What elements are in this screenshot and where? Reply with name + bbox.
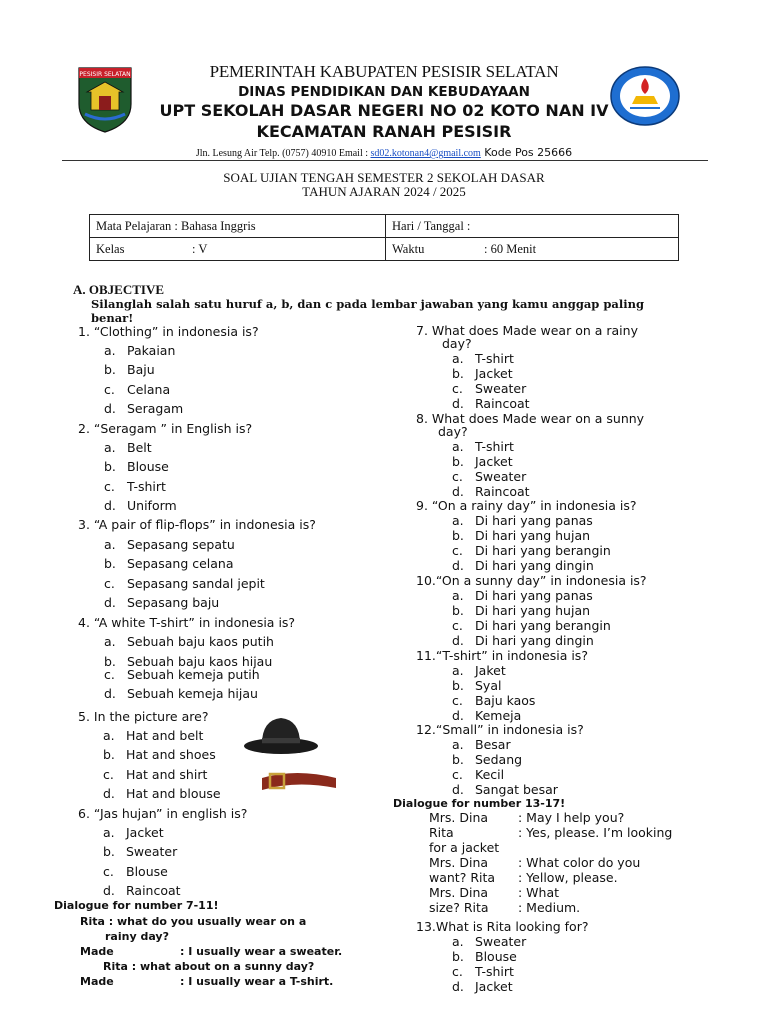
answer-option[interactable]	[104, 576, 265, 591]
option-text: Syal	[475, 678, 502, 693]
question-text: 1. “Clothing” in indonesia is?	[78, 324, 259, 339]
option-text: Sangat besar	[475, 782, 558, 797]
option-text: Sweater	[475, 469, 527, 484]
option-text: Kemeja	[475, 708, 522, 723]
question-text-cont: day?	[438, 424, 468, 439]
option-letter: c.	[452, 964, 463, 979]
option-letter: d.	[452, 484, 464, 499]
option-letter: c.	[452, 618, 463, 633]
option-text: Di hari yang berangin	[475, 543, 611, 558]
option-text: Di hari yang dingin	[475, 633, 594, 648]
option-letter: b.	[452, 949, 464, 964]
answer-option[interactable]	[452, 396, 530, 411]
option-letter: c.	[452, 469, 463, 484]
option-text: Di hari yang panas	[475, 588, 593, 603]
option-letter: c.	[104, 667, 115, 682]
option-text: Blouse	[127, 459, 169, 474]
option-text: Kecil	[475, 767, 505, 782]
option-text: Sweater	[475, 934, 527, 949]
option-text: Sweater	[126, 844, 178, 859]
answer-option[interactable]	[104, 343, 175, 358]
hat-and-belt-picture	[236, 708, 344, 804]
answer-option[interactable]	[452, 693, 535, 708]
option-text: Di hari yang hujan	[475, 528, 591, 543]
option-text: Di hari yang dingin	[475, 558, 594, 573]
answer-option[interactable]	[104, 537, 235, 552]
option-text: Sebuah kemeja putih	[127, 667, 260, 682]
answer-option[interactable]	[452, 484, 530, 499]
dialogue2-text: : Yellow, please.	[518, 870, 618, 885]
option-letter: d.	[452, 558, 464, 573]
option-letter: b.	[452, 366, 464, 381]
question-text: 13.What is Rita looking for?	[416, 919, 589, 934]
option-letter: c.	[452, 381, 463, 396]
email-link[interactable]: sd02.kotonan4@gmail.com	[370, 148, 481, 159]
option-letter: a.	[452, 663, 464, 678]
option-text: T-shirt	[475, 439, 514, 454]
school-title: UPT SEKOLAH DASAR NEGERI NO 02 KOTO NAN IV	[159, 101, 609, 120]
answer-option[interactable]	[104, 667, 260, 682]
question-text: 8. What does Made wear on a sunny	[416, 411, 645, 426]
answer-option[interactable]	[104, 479, 166, 494]
option-letter: b.	[104, 362, 116, 377]
section-heading: A. OBJECTIVE	[73, 282, 165, 297]
option-letter: d.	[104, 686, 116, 701]
answer-option[interactable]	[104, 382, 170, 397]
dialogue2-text: : What color do you	[518, 855, 641, 870]
section-instruction: Silanglah salah satu huruf a, b, dan c pada lembar jawaban yang kamu anggap paling benar!	[91, 297, 644, 325]
question-text: 6. “Jas hujan” in english is?	[78, 806, 248, 821]
option-letter: b.	[104, 459, 116, 474]
dialogue2-speaker: want? Rita	[429, 870, 496, 885]
dialogue2-speaker: size? Rita	[429, 900, 489, 915]
answer-option[interactable]	[452, 366, 513, 381]
question-text: 10.“On a sunny day” in indonesia is?	[416, 573, 647, 588]
option-text: T-shirt	[475, 351, 514, 366]
dialogue2-text: : What	[518, 885, 560, 900]
government-title: PEMERINTAH KABUPATEN PESISIR SELATAN	[209, 62, 559, 81]
option-letter: b.	[452, 528, 464, 543]
option-letter: b.	[452, 603, 464, 618]
option-letter: c.	[103, 864, 114, 879]
answer-option[interactable]	[452, 618, 611, 633]
class-label: Kelas	[96, 241, 125, 256]
answer-option[interactable]	[103, 825, 164, 840]
option-text: Sedang	[475, 752, 523, 767]
option-letter: d.	[452, 633, 464, 648]
option-text: T-shirt	[127, 479, 166, 494]
answer-option[interactable]	[452, 528, 590, 543]
answer-option[interactable]	[452, 439, 514, 454]
answer-option[interactable]	[452, 469, 526, 484]
question-text: 5. In the picture are?	[78, 709, 209, 724]
dialogue1-speaker-made-2: Made	[80, 975, 114, 988]
option-letter: b.	[452, 678, 464, 693]
date-cell: Hari / Tanggal :	[386, 215, 679, 238]
option-letter: d.	[452, 979, 464, 994]
dialogue1-line4: : I usually wear a T-shirt.	[180, 975, 334, 988]
question-text: 11.“T-shirt” in indonesia is?	[416, 648, 588, 663]
answer-option[interactable]	[452, 979, 513, 994]
option-letter: b.	[104, 654, 116, 669]
question-text: 12.“Small” in indonesia is?	[416, 722, 584, 737]
dialogue1-line1b: rainy day?	[105, 930, 169, 943]
option-text: Blouse	[126, 864, 168, 879]
question-text: 2. “Seragam ” in English is?	[78, 421, 253, 436]
answer-option[interactable]	[452, 678, 501, 693]
option-text: Jacket	[126, 825, 164, 840]
option-text: Jacket	[475, 454, 513, 469]
option-letter: c.	[104, 576, 115, 591]
answer-option[interactable]	[103, 864, 168, 879]
option-text: Sweater	[475, 381, 527, 396]
dialogue1-line2: : I usually wear a sweater.	[180, 945, 343, 958]
answer-option[interactable]	[452, 782, 558, 797]
option-letter: d.	[103, 883, 115, 898]
option-letter: a.	[104, 440, 116, 455]
option-text: Baju kaos	[475, 693, 536, 708]
answer-option[interactable]	[452, 588, 593, 603]
option-text: Di hari yang panas	[475, 513, 593, 528]
dialogue2-text: : May I help you?	[518, 810, 625, 825]
question-text: 4. “A white T-shirt” in indonesia is?	[78, 615, 296, 630]
header-divider	[62, 160, 708, 161]
option-letter: a.	[452, 351, 464, 366]
answer-option[interactable]	[452, 934, 526, 949]
option-text: Besar	[475, 737, 511, 752]
emblem-text: PESISIR SELATAN	[79, 71, 131, 78]
answer-option[interactable]	[452, 752, 522, 767]
option-text: Sebuah baju kaos hijau	[127, 654, 273, 669]
option-letter: d.	[104, 595, 116, 610]
dialogue1-heading: Dialogue for number 7-11!	[54, 899, 219, 912]
option-letter: a.	[452, 934, 464, 949]
answer-option[interactable]	[104, 440, 152, 455]
option-letter: a.	[103, 728, 115, 743]
question-text: 9. “On a rainy day” in indonesia is?	[416, 498, 637, 513]
department-title: DINAS PENDIDIKAN DAN KEBUDAYAAN	[238, 84, 530, 100]
option-letter: c.	[103, 767, 114, 782]
class-cell	[90, 238, 386, 261]
time-label: Waktu	[392, 241, 425, 256]
option-text: Raincoat	[126, 883, 181, 898]
option-letter: c.	[452, 767, 463, 782]
option-letter: a.	[452, 513, 464, 528]
option-text: Sebuah kemeja hijau	[127, 686, 258, 701]
district-title: KECAMATAN RANAH PESISIR	[256, 122, 512, 141]
option-text: Hat and belt	[126, 728, 204, 743]
answer-option[interactable]	[103, 844, 177, 859]
answer-option[interactable]	[104, 595, 219, 610]
option-letter: d.	[452, 708, 464, 723]
option-text: Di hari yang berangin	[475, 618, 611, 633]
dialogue2-speaker: Mrs. Dina	[429, 855, 489, 870]
option-letter: a.	[104, 537, 116, 552]
option-text: T-shirt	[475, 964, 514, 979]
dialogue1-line1: Rita : what do you usually wear on a	[80, 915, 307, 928]
option-letter: c.	[104, 479, 115, 494]
option-letter: c.	[452, 543, 463, 558]
dialogue2-heading: Dialogue for number 13-17!	[393, 797, 566, 810]
option-letter: c.	[452, 693, 463, 708]
option-text: Sepasang baju	[127, 595, 220, 610]
option-letter: a.	[452, 588, 464, 603]
answer-option[interactable]	[452, 737, 511, 752]
dialogue2-speaker: Rita	[429, 825, 454, 840]
answer-option[interactable]	[104, 459, 169, 474]
subject-cell: Mata Pelajaran : Bahasa Inggris	[90, 215, 386, 238]
answer-option[interactable]	[104, 686, 258, 701]
answer-option[interactable]	[103, 728, 203, 743]
dialogue2-speaker: Mrs. Dina	[429, 810, 489, 825]
answer-option[interactable]	[452, 351, 514, 366]
answer-option[interactable]	[103, 786, 221, 801]
academic-year: TAHUN AJARAN 2024 / 2025	[302, 184, 466, 199]
answer-option[interactable]	[452, 767, 504, 782]
answer-option[interactable]	[452, 543, 611, 558]
option-text: Pakaian	[127, 343, 176, 358]
answer-option[interactable]	[103, 883, 181, 898]
option-letter: a.	[452, 737, 464, 752]
option-letter: d.	[103, 786, 115, 801]
question-text: 7. What does Made wear on a rainy	[416, 323, 638, 338]
option-text: Sepasang celana	[127, 556, 234, 571]
answer-option[interactable]	[452, 603, 590, 618]
option-letter: d.	[104, 401, 116, 416]
dialogue1-line3: Rita : what about on a sunny day?	[103, 960, 315, 973]
option-letter: b.	[103, 844, 115, 859]
answer-option[interactable]	[452, 633, 594, 648]
time-value: : 60 Menit	[484, 241, 537, 256]
question-text: 3. “A pair of flip-flops” in indonesia is?	[78, 517, 316, 532]
answer-option[interactable]	[452, 381, 526, 396]
option-text: Di hari yang hujan	[475, 603, 591, 618]
answer-option[interactable]	[452, 964, 514, 979]
option-text: Jaket	[475, 663, 506, 678]
exam-info-table	[89, 214, 679, 261]
option-text: Seragam	[127, 401, 184, 416]
school-address	[0, 146, 768, 159]
answer-option[interactable]	[104, 498, 177, 513]
option-text: Raincoat	[475, 484, 530, 499]
answer-option[interactable]	[452, 513, 593, 528]
answer-option[interactable]	[104, 634, 274, 649]
answer-option[interactable]	[452, 663, 506, 678]
dialogue2-speaker: for a jacket	[429, 840, 500, 855]
option-letter: a.	[104, 343, 116, 358]
option-letter: b.	[452, 752, 464, 767]
option-letter: c.	[104, 382, 115, 397]
option-text: Hat and shoes	[126, 747, 216, 762]
option-text: Sebuah baju kaos putih	[127, 634, 274, 649]
dialogue1-speaker-made: Made	[80, 945, 114, 958]
answer-option[interactable]	[103, 747, 216, 762]
answer-option[interactable]	[104, 556, 234, 571]
time-cell	[386, 238, 679, 261]
option-text: Raincoat	[475, 396, 530, 411]
answer-option[interactable]	[452, 558, 594, 573]
option-letter: a.	[104, 634, 116, 649]
postcode: Kode Pos 25666	[480, 146, 573, 159]
exam-title: SOAL UJIAN TENGAH SEMESTER 2 SEKOLAH DASAR	[223, 170, 545, 185]
answer-option[interactable]	[103, 767, 207, 782]
option-letter: b.	[452, 454, 464, 469]
dialogue2-speaker: Mrs. Dina	[429, 885, 489, 900]
option-text: Hat and shirt	[126, 767, 208, 782]
option-text: Baju	[127, 362, 155, 377]
answer-option[interactable]	[452, 949, 517, 964]
dialogue2-text: : Medium.	[518, 900, 581, 915]
option-text: Sepasang sepatu	[127, 537, 235, 552]
option-text: Celana	[127, 382, 171, 397]
option-letter: a.	[103, 825, 115, 840]
option-text: Jacket	[475, 979, 513, 994]
question-text-cont: day?	[442, 336, 472, 351]
option-letter: b.	[103, 747, 115, 762]
option-letter: d.	[452, 396, 464, 411]
option-letter: d.	[104, 498, 116, 513]
answer-option[interactable]	[452, 454, 513, 469]
option-text: Belt	[127, 440, 152, 455]
option-letter: b.	[104, 556, 116, 571]
option-text: Sepasang sandal jepit	[127, 576, 265, 591]
class-value: : V	[192, 241, 208, 256]
option-letter: d.	[452, 782, 464, 797]
answer-option[interactable]	[452, 708, 521, 723]
option-text: Blouse	[475, 949, 517, 964]
option-letter: a.	[452, 439, 464, 454]
option-text: Uniform	[127, 498, 177, 513]
answer-option[interactable]	[104, 362, 155, 377]
dialogue2-text: : Yes, please. I’m looking	[518, 825, 673, 840]
address-text: Jln. Lesung Air Telp. (0757) 40910 Email :	[195, 148, 371, 159]
option-text: Jacket	[475, 366, 513, 381]
answer-option[interactable]	[104, 401, 183, 416]
option-text: Hat and blouse	[126, 786, 221, 801]
